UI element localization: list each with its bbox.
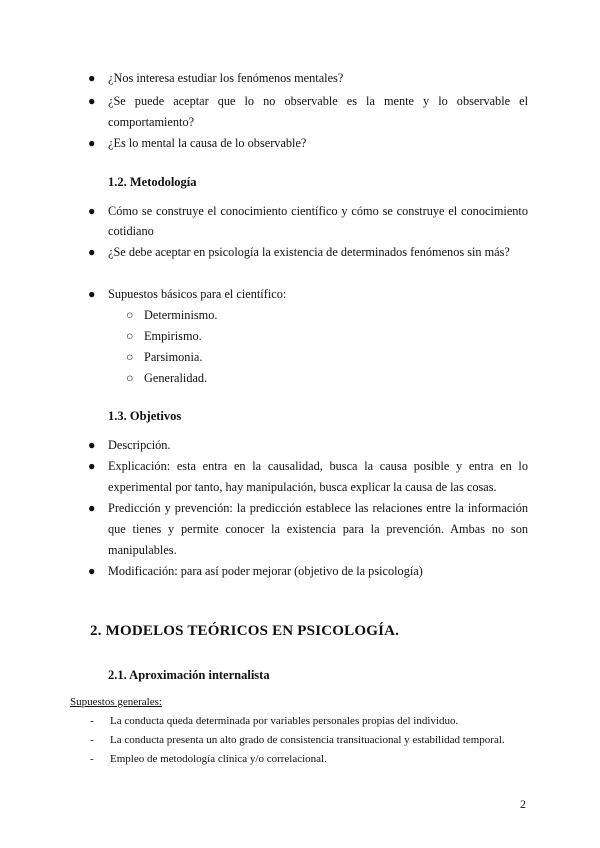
list-item bbox=[88, 242, 528, 263]
list-item-text: que tienes y permite conocer la existencia para la prevención. Ambas no son bbox=[108, 522, 528, 536]
list-item-text: La conducta presenta un alto grado de consistencia transituacional y estabilidad temporal. bbox=[110, 734, 505, 746]
list-item-text: Cómo se construye el conocimiento científico y cómo se construye el conocimiento bbox=[108, 204, 528, 218]
list-item bbox=[90, 731, 505, 750]
chapter-heading: 2. MODELOS TEÓRICOS EN PSICOLOGÍA. bbox=[90, 623, 400, 639]
list-item bbox=[88, 456, 528, 477]
circle-bullet-icon: ○ bbox=[126, 308, 134, 322]
list-item-text: La conducta queda determinada por variables personales propias del individuo. bbox=[110, 715, 459, 727]
bullet-icon: ● bbox=[88, 564, 96, 578]
list-item-text: Empleo de metodología clínica y/o correlacional. bbox=[110, 753, 327, 765]
section-heading: 2.1. Aproximación internalista bbox=[108, 668, 270, 682]
list-item-text: manipulables. bbox=[108, 543, 177, 557]
bullet-icon: ● bbox=[88, 245, 96, 259]
page-number: 2 bbox=[520, 797, 526, 811]
list-item-continuation bbox=[88, 519, 528, 540]
list-item bbox=[88, 561, 528, 582]
list-item-text: ¿Es lo mental la causa de lo observable? bbox=[108, 136, 307, 150]
list-item-continuation bbox=[88, 221, 528, 242]
circle-bullet-icon: ○ bbox=[126, 371, 134, 385]
sub-list-item bbox=[126, 368, 207, 389]
list-item-text: Explicación: esta entra en la causalidad, busca la causa posible y entra en lo bbox=[108, 459, 528, 473]
list-item bbox=[88, 435, 528, 456]
list-item bbox=[88, 133, 528, 154]
list-item-continuation bbox=[88, 112, 528, 133]
circle-bullet-icon: ○ bbox=[126, 329, 134, 343]
sub-list-item bbox=[126, 326, 202, 347]
list-item bbox=[88, 284, 528, 305]
circle-bullet-icon: ○ bbox=[126, 350, 134, 364]
sub-list-item-text: Parsimonia. bbox=[144, 350, 203, 364]
bullet-icon: ● bbox=[88, 438, 96, 452]
sub-list-item bbox=[126, 347, 202, 368]
list-item-text: Predicción y prevención: la predicción establece las relaciones entre la información bbox=[108, 501, 528, 515]
bullet-icon: ● bbox=[88, 71, 96, 85]
list-item bbox=[88, 91, 528, 112]
sub-list-item-text: Determinismo. bbox=[144, 308, 218, 322]
bullet-icon: ● bbox=[88, 501, 96, 515]
list-item-text: ¿Se puede aceptar que lo no observable es la mente y lo observable el bbox=[108, 94, 528, 108]
sub-list-item bbox=[126, 305, 217, 326]
list-item-text: Modificación: para así poder mejorar (objetivo de la psicología) bbox=[108, 564, 423, 578]
bullet-icon: ● bbox=[88, 94, 96, 108]
dash-icon: - bbox=[90, 715, 94, 727]
list-item-text: experimental por tanto, hay manipulación, busca explicar la causa de las cosas. bbox=[108, 480, 497, 494]
list-item-continuation bbox=[88, 477, 528, 498]
list-item bbox=[90, 712, 458, 731]
sub-list-item-text: Empirismo. bbox=[144, 329, 202, 343]
list-item bbox=[88, 68, 528, 89]
dash-icon: - bbox=[90, 734, 94, 746]
list-item-text: ¿Nos interesa estudiar los fenómenos mentales? bbox=[108, 71, 344, 85]
list-item-continuation bbox=[88, 540, 528, 561]
supuestos-generales-label: Supuestos generales: bbox=[70, 696, 162, 708]
section-heading: 1.2. Metodología bbox=[108, 175, 197, 189]
list-item bbox=[88, 498, 528, 519]
bullet-icon: ● bbox=[88, 459, 96, 473]
list-item-text: cotidiano bbox=[108, 224, 154, 238]
supuestos-label: Supuestos básicos para el científico: bbox=[108, 287, 287, 301]
section-heading: 1.3. Objetivos bbox=[108, 409, 182, 423]
sub-list-item-text: Generalidad. bbox=[144, 371, 208, 385]
dash-icon: - bbox=[90, 753, 94, 765]
list-item bbox=[88, 201, 528, 222]
list-item-text: Descripción. bbox=[108, 438, 171, 452]
list-item-text: comportamiento? bbox=[108, 115, 195, 129]
list-item-text: ¿Se debe aceptar en psicología la existencia de determinados fenómenos sin más? bbox=[108, 245, 510, 259]
bullet-icon: ● bbox=[88, 136, 96, 150]
bullet-icon: ● bbox=[88, 287, 96, 301]
bullet-icon: ● bbox=[88, 204, 96, 218]
list-item bbox=[90, 750, 327, 769]
